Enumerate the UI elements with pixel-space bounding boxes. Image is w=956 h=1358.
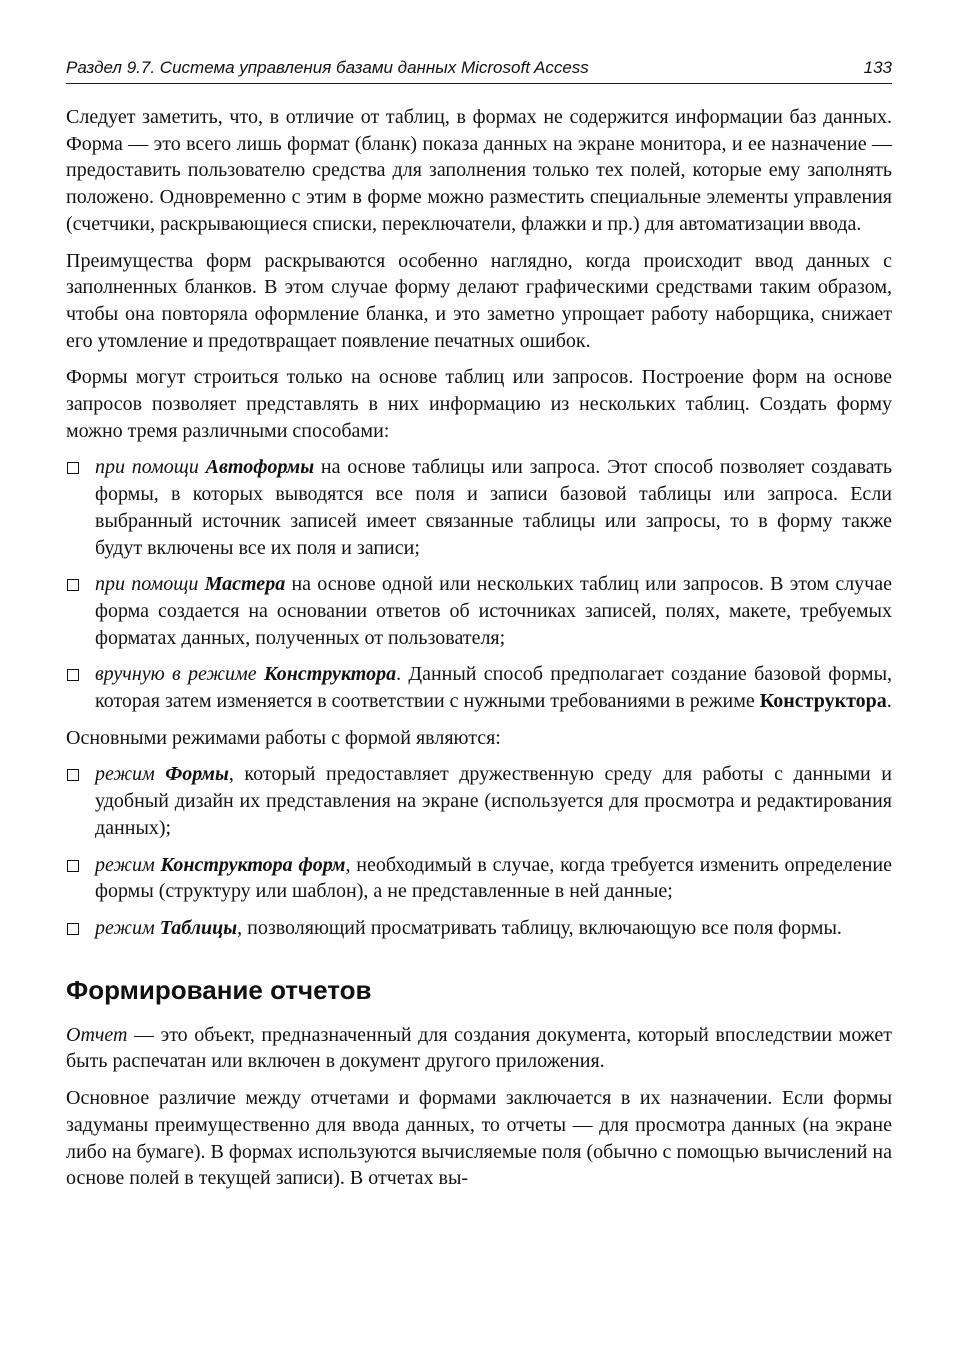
list-item: при помощи Мастера на основе одной или нескольких таблиц или запросов. В этом случае форма создается на основании ответов об источниках записей, полях, макете, требуемых форматах данных, полученных от пользователя; (66, 571, 892, 651)
list-item: при помощи Автоформы на основе таблицы или запроса. Этот способ позволяет создавать формы, в которых выводятся все поля и записи базовой таблицы или запроса. Если выбранный источник записей имеет связанные таблицы или запросы, то в форму также будут включены все их поля и записи; (66, 454, 892, 561)
header-title: Раздел 9.7. Система управления базами данных Microsoft Access (66, 58, 589, 77)
checkbox-bullet-icon (67, 579, 79, 591)
running-header (66, 56, 892, 84)
list-item: режим Формы, который предоставляет дружественную среду для работы с данными и удобный дизайн их представления на экране (используется для просмотра и редактирования данных); (66, 761, 892, 841)
page-number: 133 (863, 58, 892, 77)
paragraph: Основное различие между отчетами и формами заключается в их назначении. Если формы задуманы преимущественно для ввода данных, то отчеты — для просмотра данных (на экране либо на бумаге). В формах используются вычисляемые поля (обычно с помощью вычислений на основе полей в текущей записи). В отчетах вы- (66, 1087, 892, 1190)
checkbox-bullet-icon (67, 669, 79, 681)
paragraph: Отчет — это объект, предназначенный для создания документа, который впоследствии может быть распечатан или включен в документ другого приложения. (66, 1023, 892, 1073)
checkbox-bullet-icon (67, 769, 79, 781)
paragraph: Следует заметить, что, в отличие от таблиц, в формах не содержится информации баз данных. Форма — это всего лишь формат (бланк) показа данных на экране монитора, и ее назначение — предоставить пользователю средства для заполнения только тех полей, которые ему заполнять положено. Одновременно с этим в форме можно разместить специальные элементы управления (счетчики, раскрывающиеся списки, переключатели, флажки и пр.) для автоматизации ввода. (66, 106, 892, 235)
paragraph: Преимущества форм раскрываются особенно наглядно, когда происходит ввод данных с заполненных бланков. В этом случае форму делают графическими средствами таким образом, чтобы она повторяла оформление бланка, и это заметно упрощает работу наборщика, снижает его утомление и предотвращает появление печатных ошибок. (66, 249, 892, 352)
list-item: вручную в режиме Конструктора. Данный способ предполагает создание базовой формы, которая затем изменяется в соответствии с нужными требованиями в режиме Конструктора. (66, 661, 892, 714)
checkbox-bullet-icon (67, 462, 79, 474)
list-item: режим Таблицы, позволяющий просматривать таблицу, включающую все поля формы. (66, 915, 892, 942)
checkbox-bullet-icon (67, 923, 79, 935)
section-heading: Формирование отчетов (66, 974, 372, 1005)
body-text (66, 104, 892, 1202)
checkbox-bullet-icon (67, 860, 79, 872)
paragraph: Основными режимами работы с формой являются: (66, 726, 501, 749)
list-item: режим Конструктора форм, необходимый в случае, когда требуется изменить определение формы (структуру или шаблон), а не представленные в ней данные; (66, 852, 892, 905)
paragraph: Формы могут строиться только на основе таблиц или запросов. Построение форм на основе запросов позволяет представлять в них информацию из нескольких таблиц. Создать форму можно тремя различными способами: (66, 366, 892, 442)
